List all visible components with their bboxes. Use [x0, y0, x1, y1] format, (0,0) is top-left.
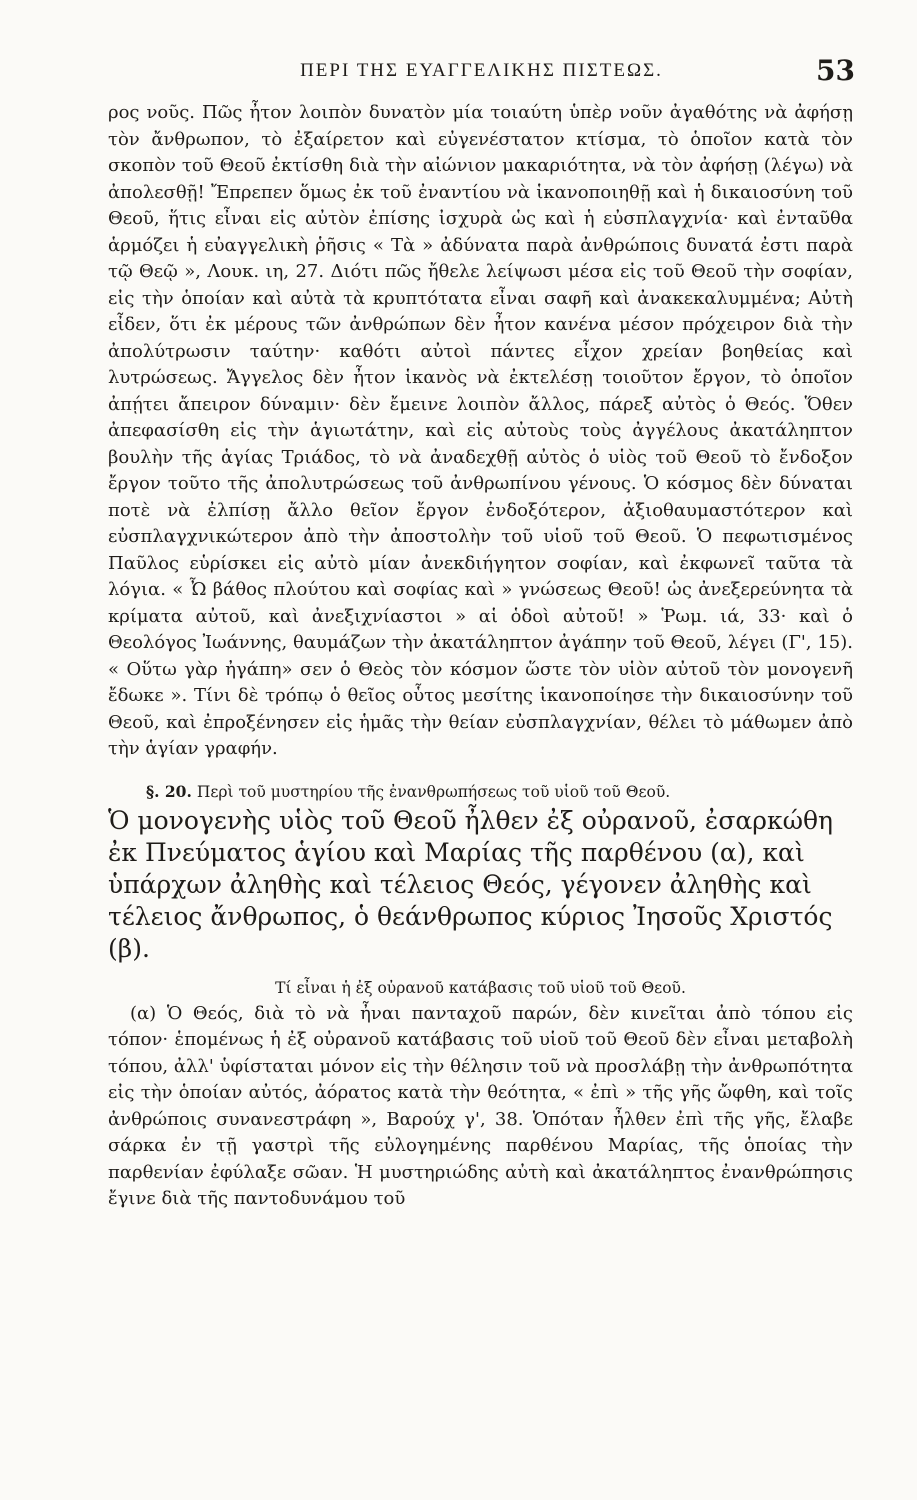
page-body [108, 100, 853, 1213]
page-header [108, 52, 855, 92]
section-heading [146, 779, 853, 805]
section-number: §. 20. [146, 781, 192, 801]
running-title: ΠΕΡΙ ΤΗΣ ΕΥΑΓΓΕΛΙΚΗΣ ΠΙΣΤΕΩΣ. [300, 60, 663, 81]
note-subheading: Τί εἶναι ἡ ἐξ οὐρανοῦ κατάβασις τοῦ υἱοῦ τοῦ Θεοῦ. [275, 978, 686, 997]
dogma-paragraph: Ὁ μονογενὴς υἱὸς τοῦ Θεοῦ ἦλθεν ἐξ οὐρανοῦ, ἐσαρκώθη ἐκ Πνεύματος ἁγίου καὶ Μαρίας τῆς παρθένου (α), καὶ ὑπάρχων ἀληθὴς καὶ τέλειος Θεός, γέγονεν ἀληθὴς καὶ τέλειος ἄνθρωπος, ὁ θεάνθρωπος κύριος Ἰησοῦς Χριστός (β). [108, 805, 834, 963]
note-paragraph: (α) Ὁ Θεός, διὰ τὸ νὰ ἦναι πανταχοῦ παρών, δὲν κινεῖται ἀπὸ τόπου εἰς τόπον· ἑπομένως ἡ ἐξ οὐρανοῦ κατάβασις τοῦ υἱοῦ τοῦ Θεοῦ δὲν εἶναι μεταβολὴ τόπου, ἀλλ' ὑφίσταται μόνον εἰς τὴν θέλησιν τοῦ νὰ προσλάβῃ τὴν ἀνθρωπότητα εἰς τὴν ὁποίαν αὐτός, ἀόρατος κατὰ τὴν θεότητα, « ἐπὶ » τῆς γῆς ὤφθη, καὶ τοῖς ἀνθρώποις συνανεστράφη », Βαρούχ γ', 38. Ὁπόταν ἦλθεν ἐπὶ τῆς γῆς, ἔλαβε σάρκα ἐν τῇ γαστρὶ τῆς εὐλογημένης παρθένου Μαρίας, τῆς ὁποίας τὴν παρθενίαν ἐφύλαξε σῶαν. Ἡ μυστηριώδης αὐτὴ καὶ ἀκατάληπτος ἐνανθρώπησις ἔγινε διὰ τῆς παντοδυνάμου τοῦ [108, 1002, 853, 1209]
main-paragraph: ρος νοῦς. Πῶς ἦτον λοιπὸν δυνατὸν μία τοιαύτη ὑπὲρ νοῦν ἀγαθότης νὰ ἀφήσῃ τὸν ἄνθρωπον, τὸ ἐξαίρετον καὶ εὐγενέστατον κτίσμα, τὸ ὁποῖον κατὰ τὸν σκοπὸν τοῦ Θεοῦ ἐκτίσθη διὰ τὴν αἰώνιον μακαριότητα, νὰ τὸν ἀφήσῃ (λέγω) νὰ ἀπολεσθῇ! Ἔπρεπεν ὅμως ἐκ τοῦ ἐναντίου νὰ ἱκανοποιηθῇ καὶ ἡ δικαιοσύνη τοῦ Θεοῦ, ἥτις εἶναι εἰς αὐτὸν ἐπίσης ἰσχυρὰ ὡς καὶ ἡ εὐσπλαγχνία· καὶ ἐνταῦθα ἁρμόζει ἡ εὐαγγελικὴ ῥῆσις « Τὰ » ἀδύνατα παρὰ ἀνθρώποις δυνατά ἐστι παρὰ τῷ Θεῷ », Λουκ. ιη, 27. Διότι πῶς ἤθελε λείψωσι μέσα εἰς τοῦ Θεοῦ τὴν σοφίαν, εἰς τὴν ὁποίαν καὶ αὐτὰ τὰ κρυπτότατα εἶναι σαφῆ καὶ ἀνακεκαλυμμένα; Αὐτὴ εἶδεν, ὅτι ἐκ μέρους τῶν ἀνθρώπων δὲν ἦτον κανένα μέσον πρόχειρον διὰ τὴν ἀπολύτρωσιν ταύτην· καθότι αὐτοὶ πάντες εἶχον χρείαν βοηθείας καὶ λυτρώσεως. Ἄγγελος δὲν ἦτον ἱκανὸς νὰ ἐκτελέσῃ τοιοῦτον ἔργον, τὸ ὁποῖον ἀπῄτει ἄπειρον δύναμιν· δὲν ἔμεινε λοιπὸν ἄλλος, πάρεξ αὐτὸς ὁ Θεός. Ὅθεν ἀπεφασίσθη εἰς τὴν ἁγιωτάτην, καὶ εἰς αὐτοὺς τοὺς ἀγγέλους ἀκατάληπτον βουλὴν τῆς ἁγίας Τριάδος, τὸ νὰ ἀναδεχθῇ αὐτὸς ὁ υἱὸς τοῦ Θεοῦ τὸ ἔνδοξον ἔργον τοῦτο τῆς ἀπολυτρώσεως τοῦ ἀνθρωπίνου γένους. Ὁ κόσμος δὲν δύναται ποτὲ νὰ ἐλπίσῃ ἄλλο θεῖον ἔργον ἐνδοξότερον, ἀξιοθαυμαστότερον καὶ εὐσπλαγχνικώτερον ἀπὸ τὴν ἀποστολὴν τοῦ υἱοῦ τοῦ Θεοῦ. Ὁ πεφωτισμένος Παῦλος εὑρίσκει εἰς αὐτὸ μίαν ἀνεκδιήγητον σοφίαν, καὶ ἐκφωνεῖ ταῦτα τὰ λόγια. « Ὦ βάθος πλούτου καὶ σοφίας καὶ » γνώσεως Θεοῦ! ὡς ἀνεξερεύνητα τὰ κρίματα αὐτοῦ, καὶ ἀνεξιχνίαστοι » αἱ ὁδοὶ αὐτοῦ! » Ῥωμ. ιά, 33· καὶ ὁ Θεολόγος Ἰωάννης, θαυμάζων τὴν ἀκατάληπτον ἀγάπην τοῦ Θεοῦ, λέγει (Γ', 15). « Οὕτω γὰρ ἠγάπη» σεν ὁ Θεὸς τὸν κόσμον ὥστε τὸν υἱὸν αὐτοῦ τὸν μονογενῆ ἔδωκε ». Τίνι δὲ τρόπῳ ὁ θεῖος οὗτος μεσίτης ἱκανοποίησε τὴν δικαιοσύνην τοῦ Θεοῦ, καὶ ἐπροξένησεν εἰς ἡμᾶς τὴν θείαν εὐσπλαγχνίαν, θέλει τὸ μάθωμεν ἀπὸ τὴν ἁγίαν γραφήν. [108, 102, 853, 759]
section-title: Περὶ τοῦ μυστηρίου τῆς ἐνανθρωπήσεως τοῦ υἱοῦ τοῦ Θεοῦ. [196, 782, 671, 801]
page-number: 53 [816, 54, 855, 87]
